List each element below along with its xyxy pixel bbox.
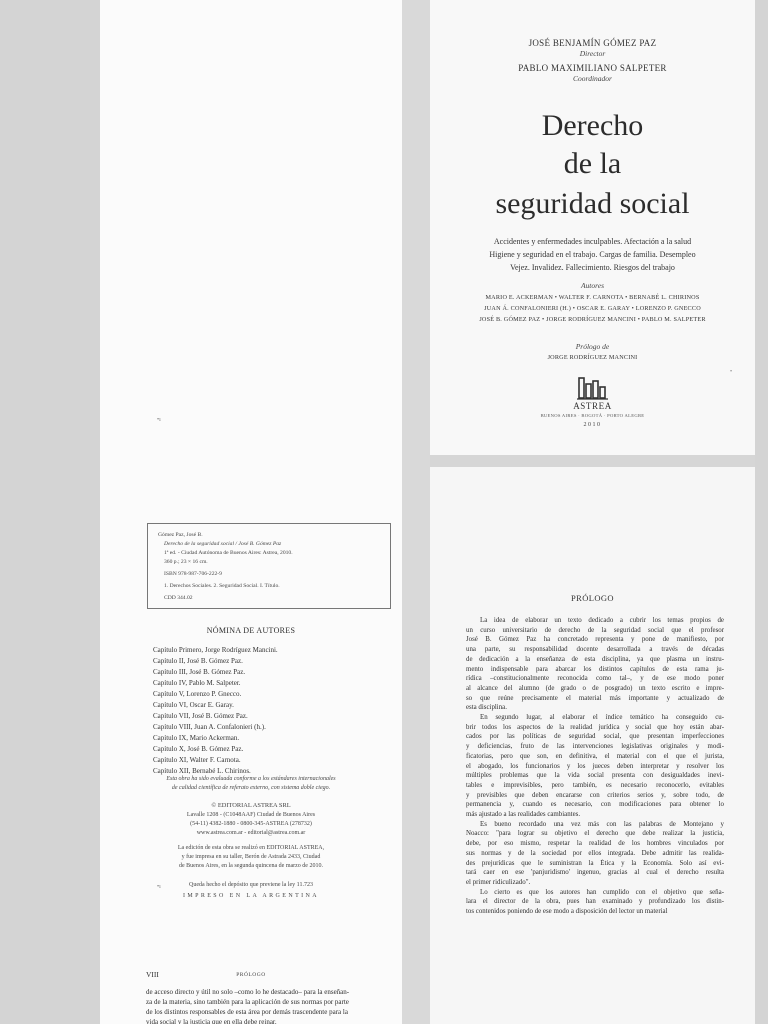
prologue-line: esta disciplina. bbox=[466, 704, 507, 712]
prologue-line: cados por las políticas de seguridad social, que presentan imperfecciones bbox=[466, 733, 724, 741]
evaluation-note: Esta obra ha sido evaluada conforme a los estándares internacionales bbox=[166, 776, 336, 782]
cip-record-box bbox=[147, 523, 391, 609]
cip-line: 1. Derechos Sociales. 2. Seguridad Social. I. Título. bbox=[164, 583, 280, 589]
scan-gutter bbox=[402, 0, 430, 1024]
copyright-line: (54-11) 4382-1880 - 0800-345-ASTREA (278732) bbox=[190, 821, 312, 827]
subtitle-line: Higiene y seguridad en el trabajo. Cargas de familia. Desempleo bbox=[489, 250, 696, 259]
scan-mark: •ı bbox=[157, 417, 161, 423]
director-name: JOSÉ BENJAMÍN GÓMEZ PAZ bbox=[528, 38, 657, 48]
copyright-line: © EDITORIAL ASTREA SRL bbox=[211, 802, 291, 809]
printing-line: de Buenos Aires, en la segunda quincena de marzo de 2010. bbox=[179, 863, 323, 869]
prologue-author: JORGE RODRÍGUEZ MANCINI bbox=[547, 354, 638, 361]
text-line: de los distintos responsables de esta área por demás trascendente para la bbox=[146, 1008, 348, 1016]
running-head: PRÓLOGO bbox=[236, 972, 266, 978]
printing-line: y fue impresa en su taller, Berón de Astrada 2433, Ciudad bbox=[181, 854, 321, 860]
authors-heading: Autores bbox=[580, 281, 605, 290]
prologue-line: más ajustado a las realidades cambiantes. bbox=[466, 811, 581, 818]
authors-line: JOSÉ B. GÓMEZ PAZ • JORGE RODRÍGUEZ MANCINI • PABLO M. SALPETER bbox=[479, 316, 706, 323]
text-line: de acceso directo y útil no solo –como lo he destacado– para la enseñan- bbox=[146, 988, 350, 996]
prologue-line: múltiples problemas que la vida social presenta con desigualdades inevi- bbox=[466, 772, 724, 780]
chapter-author: Capítulo II, José B. Gómez Paz. bbox=[153, 657, 243, 665]
chapter-author: Capítulo V, Lorenzo P. Gnecco. bbox=[153, 690, 242, 698]
prologue-line: La idea de elaborar un texto dedicado a cubrir los temas propios de bbox=[480, 617, 724, 624]
title-page bbox=[430, 0, 755, 455]
copyright-line: www.astrea.com.ar - editorial@astrea.com.ar bbox=[196, 830, 306, 836]
copyright-line: Lavalle 1208 - (C1048AAF) Ciudad de Buenos Aires bbox=[186, 812, 316, 818]
prologue-line: al alcance del alumno (de grado o de posgrado) un texto escrito e impre- bbox=[466, 684, 724, 692]
printing-line: La edición de esta obra se realizó en EDITORIAL ASTREA, bbox=[177, 845, 325, 851]
book-title-line: Derecho bbox=[541, 109, 644, 142]
scan-mark: •ı bbox=[157, 884, 161, 890]
evaluation-note: de calidad científica de referato externo, con sistema doble ciego. bbox=[171, 785, 331, 791]
prologue-title: PRÓLOGO bbox=[571, 593, 614, 603]
prologue-line: y previsibles que deben encararse con criterios serios y, sobre todo, de bbox=[466, 791, 724, 799]
chapter-author: Capítulo XII, Bernabé L. Chirinos. bbox=[153, 767, 251, 775]
prologue-line: mento indispensable para abarcar los distintos capítulos de esta rama ju- bbox=[466, 665, 724, 673]
prologue-line: ficatorias, pero que son, en definitiva, el material con el que el jurista, bbox=[466, 752, 724, 760]
cip-line: Derecho de la seguridad social / José B. Gómez Paz bbox=[164, 541, 282, 547]
coordinator-role: Coordinador bbox=[573, 74, 612, 83]
publisher-cities: BUENOS AIRES · BOGOTÁ · PORTO ALEGRE bbox=[540, 413, 645, 418]
director-role: Director bbox=[579, 49, 606, 58]
copyright-page bbox=[100, 0, 402, 1024]
prologue-line: Lo cierto es que los autores han cumplido con el objetivo que seña- bbox=[480, 888, 724, 896]
scan-margin-left bbox=[0, 0, 100, 1024]
prologue-line: Noacco: "para lograr su objetivo el derecho que debe realizar la justicia, bbox=[466, 830, 724, 838]
chapter-author: Capítulo IX, Mario Ackerman. bbox=[153, 734, 240, 742]
book-title-line: de la bbox=[563, 147, 622, 180]
cip-line: ISBN 978-987-706-222-9 bbox=[164, 571, 222, 577]
chapter-author: Capítulo XI, Walter F. Carnota. bbox=[153, 756, 241, 764]
cip-line: 360 p.; 23 × 16 cm. bbox=[164, 559, 208, 565]
folio: VIII bbox=[146, 970, 159, 979]
text-line: za de la materia, sino también para la aplicación de sus normas por parte bbox=[146, 998, 349, 1006]
cip-line: Gómez Paz, José B. bbox=[158, 532, 203, 538]
chapter-author: Capítulo IV, Pablo M. Salpeter. bbox=[153, 679, 241, 687]
prologue-line: José B. Gómez Paz ha concretado representa y pone de manifiesto, por bbox=[466, 636, 724, 644]
chapter-author: Capítulo Primero, Jorge Rodríguez Mancini. bbox=[153, 646, 278, 654]
legal-deposit: Queda hecho el depósito que previene la ley 11.723 bbox=[189, 882, 313, 888]
prologue-line: permanencia y, cuando es necesario, con modificaciones para obtener lo bbox=[466, 801, 724, 809]
subtitle-line: Vejez. Invalidez. Fallecimiento. Riesgos del trabajo bbox=[510, 263, 675, 272]
prologue-line: una parte, su responsabilidad docente desarrollada a través de décadas bbox=[466, 646, 724, 654]
chapter-author: Capítulo III, José B. Gómez Paz. bbox=[153, 668, 246, 676]
prologue-line: sus normas y de la sociedad por ellos integrada. Debe admitir las realida- bbox=[466, 849, 724, 857]
publisher-name: ASTREA bbox=[573, 401, 612, 411]
scan-margin-right bbox=[755, 0, 768, 1024]
nomina-title: NÓMINA DE AUTORES bbox=[206, 626, 296, 635]
prologue-line: rídica –constitucionalmente reconocida como tal–, y de ese modo poner bbox=[466, 675, 724, 683]
scan-mark: • bbox=[730, 369, 733, 375]
prologue-line: Es bueno recordado una vez más con las palabras de Montejano y bbox=[480, 820, 724, 828]
prologue-line: brir todos los aspectos de la realidad jurídica y social que hoy están abar- bbox=[466, 723, 724, 731]
chapter-author: Capítulo VII, José B. Gómez Paz. bbox=[153, 712, 248, 720]
chapter-author: Capítulo VIII, Juan A. Confalonieri (h.). bbox=[153, 723, 266, 731]
prologue-page bbox=[430, 467, 755, 1024]
prologue-line: En segundo lugar, al elaborar el índice temático ha conseguido cu- bbox=[480, 714, 724, 721]
subtitle-line: Accidentes y enfermedades inculpables. Afectación a la salud bbox=[493, 237, 692, 246]
prologue-line: el primer ridiculizado". bbox=[466, 878, 531, 886]
prologue-line: el abogado, los funcionarios y los jueces deben interpretar y resolver los bbox=[466, 762, 724, 770]
prologue-line: tables e imprevisibles, pero también, es necesario reconocerlo, evitables bbox=[466, 781, 724, 789]
prologue-line: tará caer en ese 'panjuridismo' ingenuo, gracias al cual el derecho resulta bbox=[466, 869, 724, 877]
prologue-line: un curso universitario de derecho de la seguridad social que el profesor bbox=[466, 626, 724, 634]
text-line: vida social y la justicia que en ella debe reinar. bbox=[146, 1018, 277, 1024]
book-title-line: seguridad social bbox=[495, 187, 690, 220]
prologue-line: so que reúne precisamente el material más importante y actualizado de bbox=[466, 694, 724, 702]
authors-line: MARIO E. ACKERMAN • WALTER F. CARNOTA • BERNABÉ L. CHIRINOS bbox=[485, 294, 700, 301]
chapter-author: Capítulo VI, Oscar E. Garay. bbox=[153, 701, 234, 709]
prologue-line: y deficiencias, fruto de las intervenciones legislativas originales y modi- bbox=[466, 743, 724, 751]
prologue-line: lara el director de la obra, pues han examinado y profundizado los distin- bbox=[466, 898, 724, 906]
prologue-line: tos contenidos poniendo de ese modo a disposición del lector un material bbox=[466, 908, 668, 915]
coordinator-name: PABLO MAXIMILIANO SALPETER bbox=[518, 63, 667, 73]
cip-line: 1ª ed. - Ciudad Autónoma de Buenos Aires: Astrea, 2010. bbox=[164, 550, 293, 556]
publication-year: 2010 bbox=[583, 422, 602, 428]
cip-line: CDD 344.02 bbox=[164, 595, 193, 601]
prologue-line: des prejurídicas que le suministran la Ética y la Economía. Solo así evi- bbox=[466, 859, 724, 867]
authors-line: JUAN Á. CONFALONIERI (H.) • OSCAR E. GARAY • LORENZO P. GNECCO bbox=[484, 305, 701, 312]
prologue-line: debe, por eso mismo, respetar la realidad de los hombres vinculados por bbox=[466, 840, 724, 848]
prologue-line: de dedicación a la enseñanza de esta disciplina, ya que plasma un instru- bbox=[466, 655, 724, 663]
printed-in: IMPRESO EN LA ARGENTINA bbox=[182, 893, 320, 899]
chapter-author: Capítulo X, José B. Gómez Paz. bbox=[153, 745, 244, 753]
astrea-logo-icon bbox=[577, 376, 609, 400]
prologue-heading: Prólogo de bbox=[575, 342, 610, 351]
